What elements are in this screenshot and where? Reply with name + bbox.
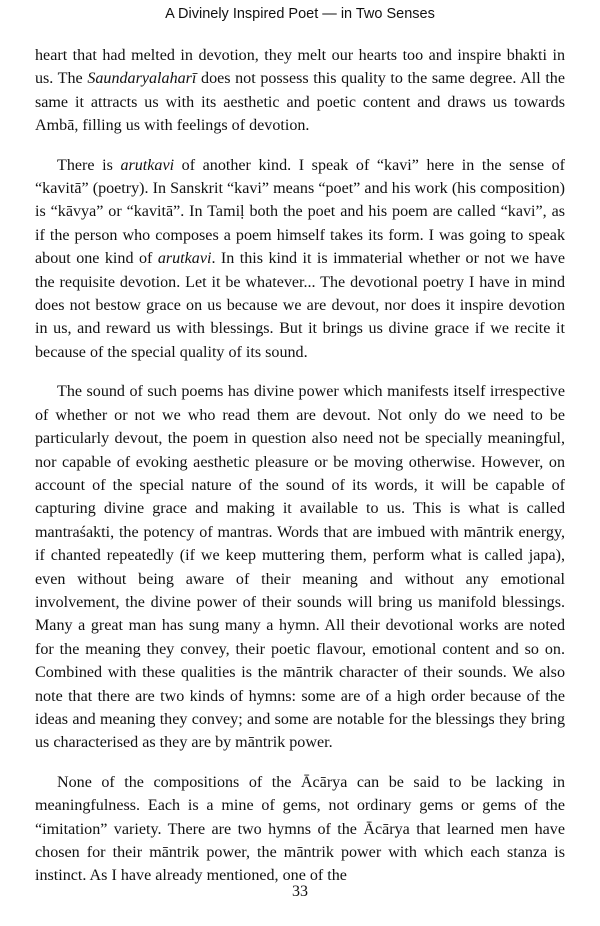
paragraph-mantrasakti: The sound of such poems has divine power which manifests itself irrespective of whether or not we who read them are devout. Not only do we need to be particularly devout, the poem in question also need not be specially meaningful, nor capable of evoking aesthetic pleasure or be moving otherwise. However, on account of the special nature of the sound of its words, it will be capable of capturing divine grace and making it available to us. This is what is called mantraśakti, the potency of mantras. Words that are imbued with māntrik energy, if chanted repeatedly (if we keep muttering them, perform what is called japa), even without being aware of their meaning and without any emotional involvement, the divine power of their sounds will bring us manifold blessings. Many a great man has sung many a hymn. All their devotional works are noted for the meaning they convey, their poetic flavour, emotional content and so on. Combined with these qualities is the māntrik character of their sounds. We also note that there are two kinds of hymns: some are of a high order because of the ideas and meaning they convey; and some are notable for the blessings they bring us characterised as they are by māntrik power. bbox=[35, 383, 565, 752]
paragraph-continued: heart that had melted in devotion, they melt our hearts too and inspire bhakti in us. The Saundaryalaharī does not possess this quality to the same degree. All the same it attracts us with its aesthetic and poetic content and draws us towards Ambā, filling us with feelings of devotion. bbox=[35, 47, 565, 135]
paragraph-arutkavi: There is arutkavi of another kind. I speak of “kavi” here in the sense of “kavitā” (poetry). In Sanskrit “kavi” means “poet” and his work (his composition) is “kāvya” or “kavitā”. In Tamiḷ both the poet and his poem are called “kavi”, as if the person who composes a poem himself takes its form. I was going to speak about one kind of arutkavi. In this kind it is immaterial whether or not we have the requisite devotion. Let it be whatever... The devotional poetry I have in mind does not bestow grace on us because we are devout, nor does it inspire devotion in us, and reward us with blessings. But it brings us divine grace if we recite it because of the special quality of its sound. bbox=[35, 156, 566, 361]
running-header: A Divinely Inspired Poet — in Two Senses bbox=[165, 6, 435, 22]
paragraph-acarya-hymns: None of the compositions of the Ācārya can be said to be lacking in meaningfulness. Each is a mine of gems, not ordinary gems or gems of the “imitation” variety. There are two hymns of the Ācārya that learned men have chosen for their māntrik power, the māntrik power with which each stanza is instinct. As I have already mentioned, one of the bbox=[35, 773, 565, 885]
body-text bbox=[35, 44, 565, 888]
page-number: 33 bbox=[292, 883, 308, 900]
